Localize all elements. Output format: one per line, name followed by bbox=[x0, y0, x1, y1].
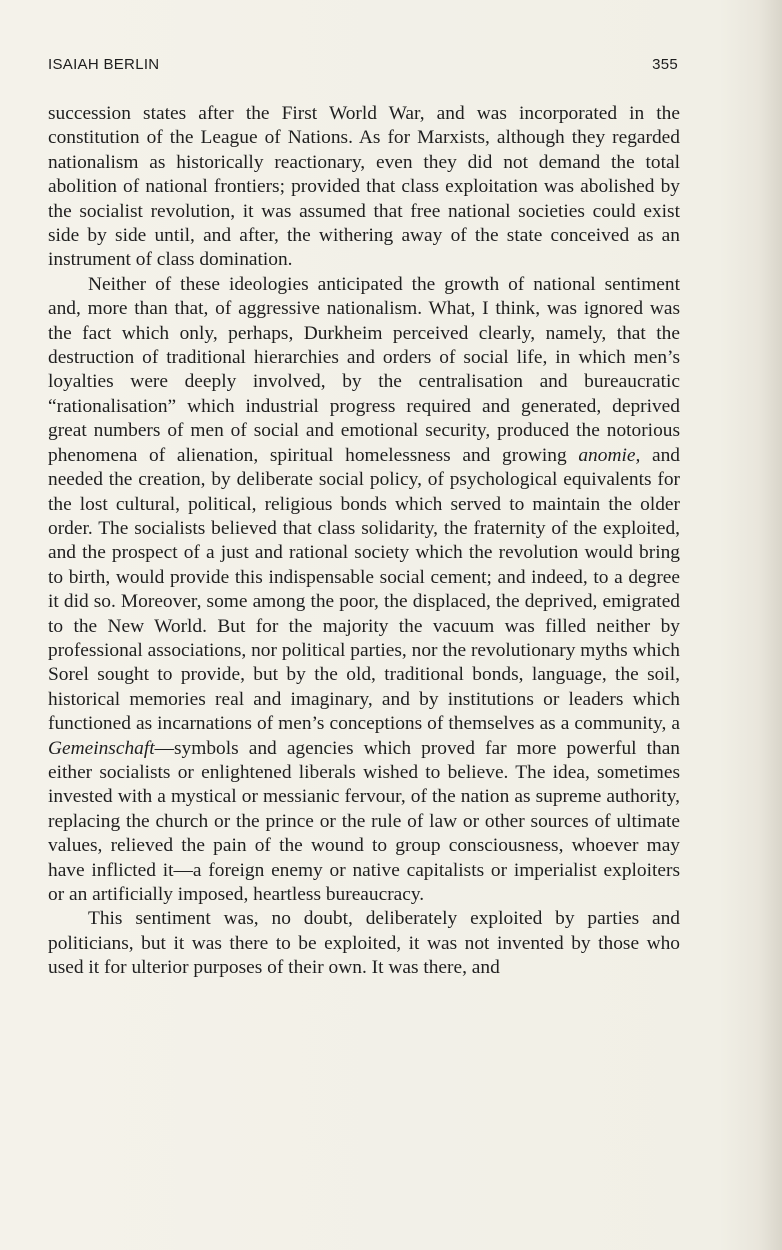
paragraph-2-text-end: —symbols and agencies which proved far more powerful than either socialists or enlightened liberals wished to believe. The idea, sometimes invested with a mystical or messianic fervour, of the nation as supreme authority, replacing the church or the prince or the rule of law or other sources of ultimate values, relieved the pain of the wound to group consciousness, whoever may have inflicted it—a foreign enemy or native capitalists or imperialist exploiters or an artificially imposed, heartless bureaucracy. bbox=[48, 737, 680, 905]
italic-term-gemeinschaft: Gemeinschaft bbox=[48, 737, 155, 759]
page-number: 355 bbox=[652, 56, 678, 73]
italic-term-anomie: anomie, bbox=[578, 444, 641, 466]
paragraph-2-text-middle: and needed the creation, by deliberate social policy, of psychological equivalents for the lost cultural, political, religious bonds which served to maintain the older order. The socialists believed that class solidarity, the fraternity of the exploited, and the prospect of a just and rational society which the revolution would bring to birth, would provide this indispensable social cement; and indeed, to a degree it did so. Moreover, some among the poor, the displaced, the deprived, emigrated to the New World. But for the majority the vacuum was filled neither by professional associations, nor political parties, nor the revolutionary myths which Sorel sought to provide, but by the old, traditional bonds, language, the soil, historical memories real and imaginary, and by institutions or leaders which functioned as incarnations of men’s conceptions of themselves as a community, a bbox=[48, 444, 680, 735]
paragraph-2-text-start: Neither of these ideologies anticipated the growth of national sentiment and, more than that, of aggressive nationalism. What, I think, was ignored was the fact which only, perhaps, Durkheim perceived clearly, namely, that the destruction of traditional hierarchies and orders of social life, in which men’s loyalties were deeply involved, by the centralisation and bureaucratic “rationalisation” which industrial progress required and generated, deprived great numbers of men of social and emotional security, produced the notorious phenomena of alienation, spiritual homelessness and growing bbox=[48, 273, 680, 466]
running-head bbox=[48, 56, 680, 76]
paragraph-3: This sentiment was, no doubt, deliberately exploited by parties and politicians, but it was there to be exploited, it was not invented by those who used it for ulterior purposes of their own. It was there, and bbox=[48, 908, 680, 979]
running-head-author: ISAIAH BERLIN bbox=[48, 56, 160, 73]
paragraph-1: succession states after the First World War, and was incorporated in the constitution of the League of Nations. As for Marxists, although they regarded nationalism as historically reactionary, even they did not demand the total abolition of national frontiers; provided that class exploitation was abolished by the socialist revolution, it was assumed that free national societies could exist side by side until, and after, the withering away of the state conceived as an instrument of class domination. bbox=[48, 103, 680, 271]
body-text bbox=[48, 102, 680, 981]
paragraph-2 bbox=[48, 273, 680, 908]
